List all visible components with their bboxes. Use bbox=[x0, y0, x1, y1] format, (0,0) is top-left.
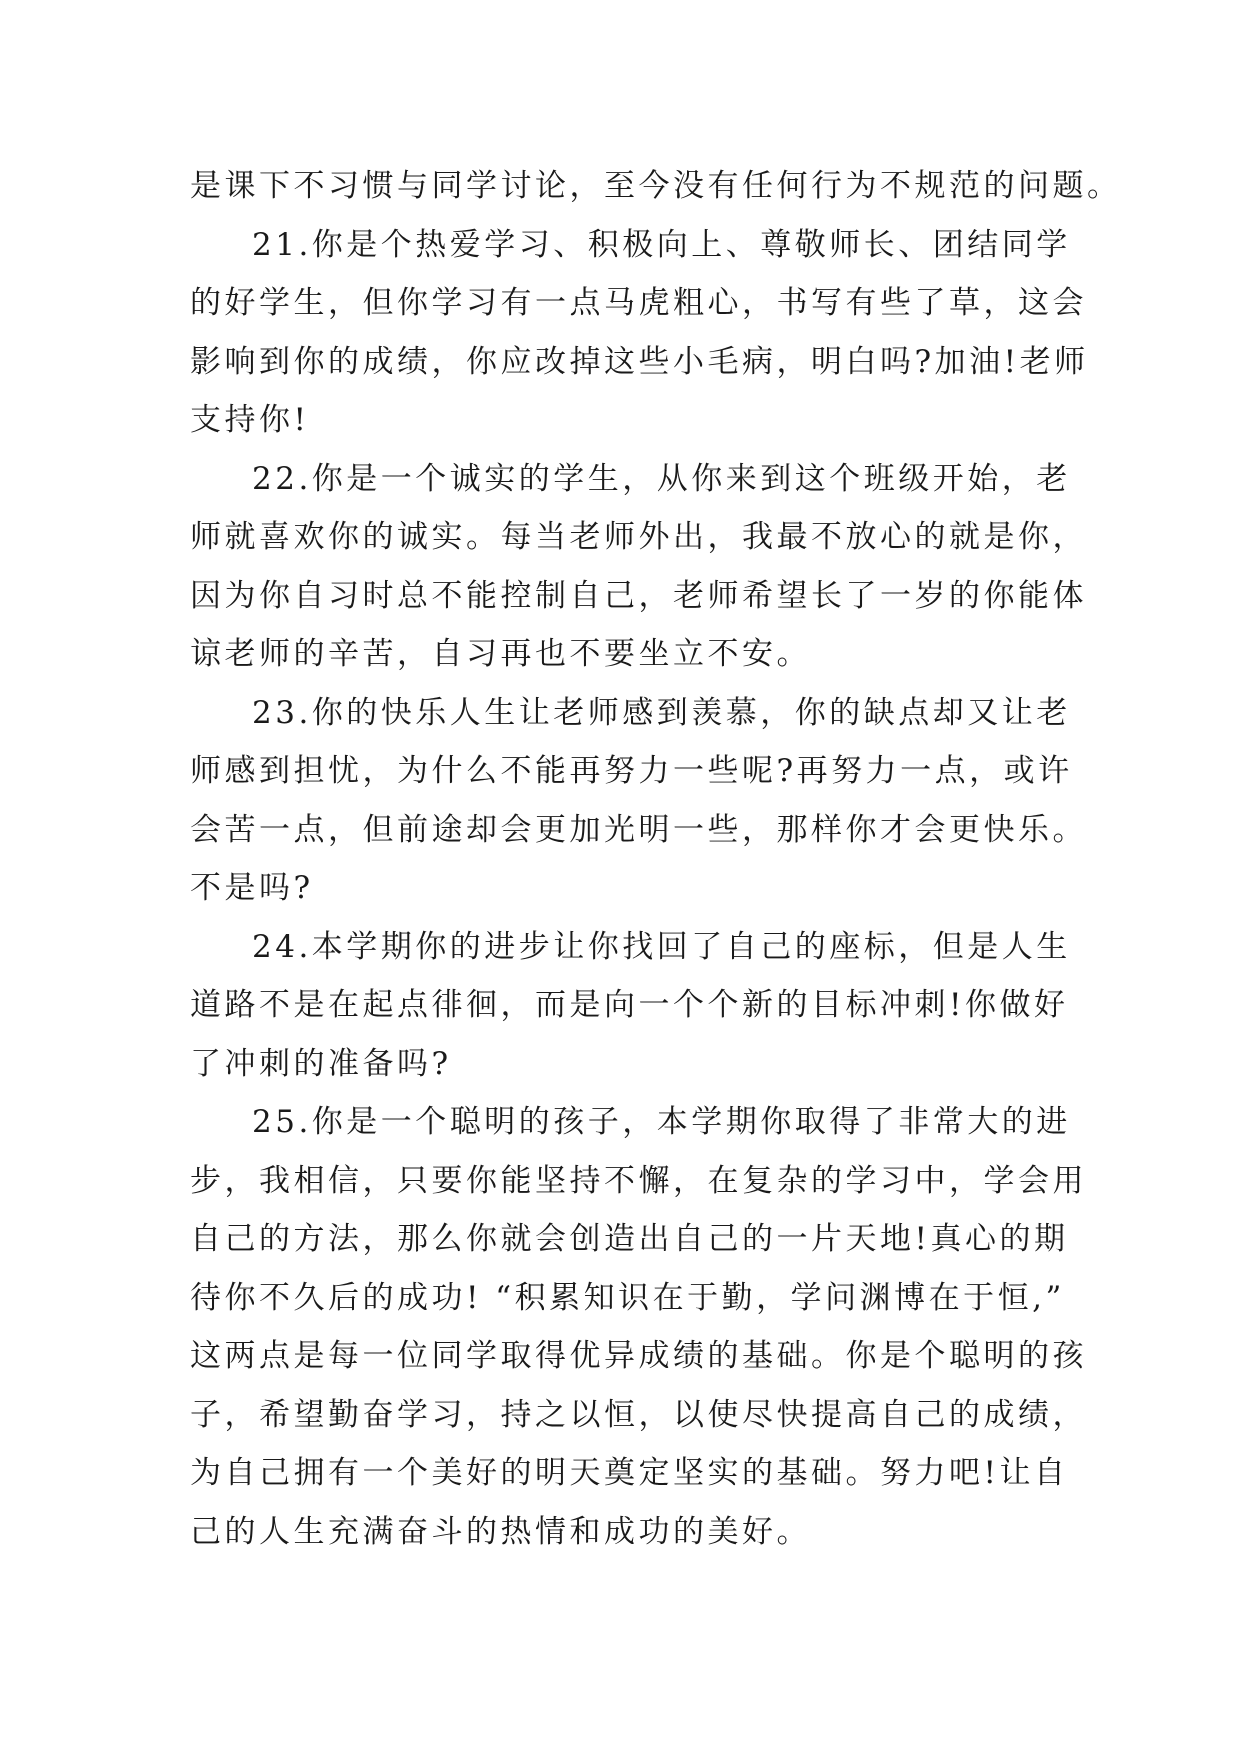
text-line: 支持你! bbox=[190, 402, 310, 438]
text-line: 子，希望勤奋学习，持之以恒，以使尽快提高自己的成绩， bbox=[190, 1396, 1087, 1433]
text-line: 道路不是在起点徘徊，而是向一个个新的目标冲刺!你做好 bbox=[190, 987, 1069, 1023]
text-line: 22.你是一个诚实的学生，从你来到这个班级开始，老 bbox=[252, 460, 1071, 497]
text-line: 25.你是一个聪明的孩子，本学期你取得了非常大的进 bbox=[252, 1104, 1071, 1140]
text-line: 不是吗? bbox=[190, 870, 314, 906]
text-line: 这两点是每一位同学取得优异成绩的基础。你是个聪明的孩 bbox=[190, 1338, 1087, 1374]
text-line: 是课下不习惯与同学讨论，至今没有任何行为不规范的问题。 bbox=[190, 168, 1122, 204]
text-line: 会苦一点，但前途却会更加光明一些，那样你才会更快乐。 bbox=[190, 811, 1087, 848]
body-text bbox=[190, 157, 1122, 1561]
text-line: 21.你是个热爱学习、积极向上、尊敬师长、团结同学 bbox=[252, 226, 1071, 263]
text-line: 步，我相信，只要你能坚持不懈，在复杂的学习中，学会用 bbox=[190, 1162, 1087, 1199]
text-line: 24.本学期你的进步让你找回了自己的座标，但是人生 bbox=[252, 928, 1071, 965]
text-line: 己的人生充满奋斗的热情和成功的美好。 bbox=[190, 1513, 811, 1550]
text-line: 了冲刺的准备吗? bbox=[190, 1045, 452, 1082]
text-line: 的好学生，但你学习有一点马虎粗心，书写有些了草，这会 bbox=[190, 285, 1087, 321]
text-line: 师感到担忧，为什么不能再努力一些呢?再努力一点，或许 bbox=[190, 753, 1073, 789]
text-line: 影响到你的成绩，你应改掉这些小毛病，明白吗?加油!老师 bbox=[190, 343, 1089, 380]
text-line: 因为你自习时总不能控制自己，老师希望长了一岁的你能体 bbox=[190, 577, 1087, 614]
text-line: 师就喜欢你的诚实。每当老师外出，我最不放心的就是你， bbox=[190, 519, 1087, 555]
text-line: 待你不久后的成功! “积累知识在于勤，学问渊博在于恒,” bbox=[190, 1279, 1065, 1316]
text-line: 自己的方法，那么你就会创造出自己的一片天地!真心的期 bbox=[190, 1221, 1069, 1257]
text-line: 为自己拥有一个美好的明天奠定坚实的基础。努力吧!让自 bbox=[190, 1455, 1069, 1491]
text-line: 谅老师的辛苦，自习再也不要坐立不安。 bbox=[190, 636, 811, 672]
text-line: 23.你的快乐人生让老师感到羡慕，你的缺点却又让老 bbox=[252, 694, 1071, 731]
